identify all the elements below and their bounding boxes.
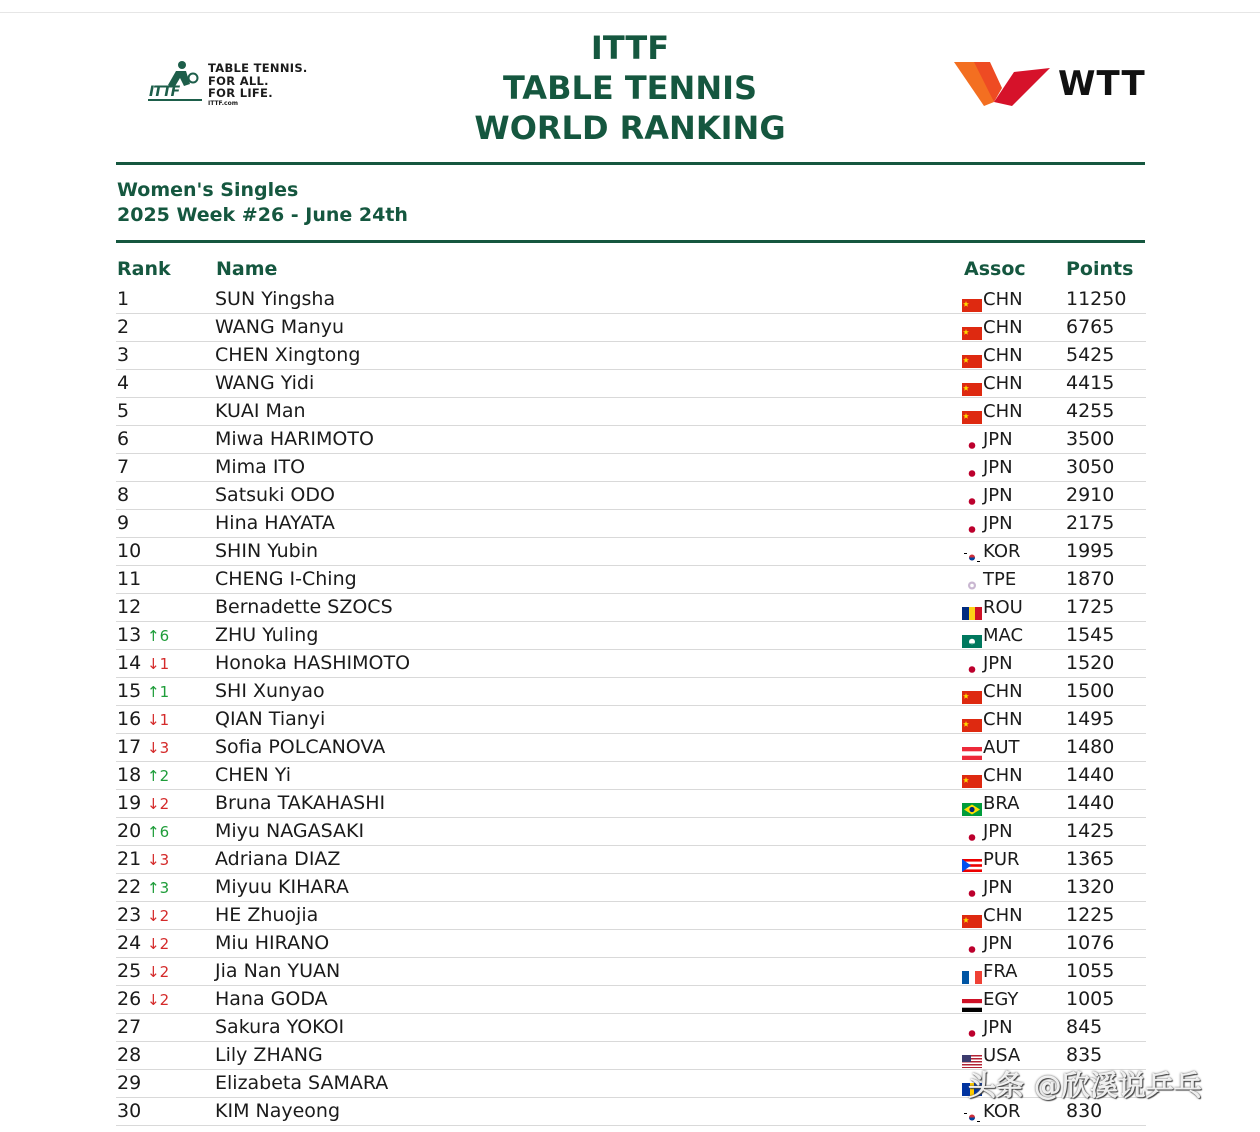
assoc-code: KOR xyxy=(983,541,1021,562)
assoc-code: CHN xyxy=(983,345,1023,366)
assoc-code: JPN xyxy=(983,933,1013,954)
assoc-flag xyxy=(962,993,982,1006)
rank-cell: 2 xyxy=(117,316,130,338)
points-cell: 1500 xyxy=(1066,680,1115,702)
assoc-flag xyxy=(962,909,982,922)
table-row xyxy=(116,482,1146,510)
flag-chn-icon xyxy=(962,327,982,340)
rank-change: ↑2 xyxy=(147,767,170,785)
flag-jpn-icon xyxy=(962,663,982,676)
subtitle xyxy=(117,178,408,228)
header-divider xyxy=(116,162,1145,165)
player-name: QIAN Tianyi xyxy=(215,708,326,730)
table-row xyxy=(116,622,1146,650)
player-name: Mima ITO xyxy=(215,456,306,478)
assoc-flag xyxy=(962,321,982,334)
assoc-flag xyxy=(962,517,982,530)
rank-cell: 25 xyxy=(117,960,142,982)
rank-cell: 14 xyxy=(117,652,142,674)
assoc-flag xyxy=(962,433,982,446)
table-row xyxy=(116,846,1146,874)
flag-tpe-icon xyxy=(962,579,982,592)
player-name: SHI Xunyao xyxy=(215,680,325,702)
table-row xyxy=(116,538,1146,566)
rank-cell: 27 xyxy=(117,1016,142,1038)
flag-jpn-icon xyxy=(962,467,982,480)
points-cell: 1425 xyxy=(1066,820,1115,842)
player-name: SUN Yingsha xyxy=(215,288,336,310)
table-row xyxy=(116,734,1146,762)
rank-change: ↑3 xyxy=(147,879,170,897)
player-name: Miu HIRANO xyxy=(215,932,330,954)
points-cell: 2910 xyxy=(1066,484,1115,506)
assoc-code: AUT xyxy=(983,737,1020,758)
points-cell: 3050 xyxy=(1066,456,1115,478)
rank-cell: 15 xyxy=(117,680,142,702)
flag-chn-icon xyxy=(962,299,982,312)
page-title xyxy=(330,28,930,148)
assoc-flag xyxy=(962,545,982,558)
table-row xyxy=(116,342,1146,370)
rank-change: ↑6 xyxy=(147,823,170,841)
flag-egy-icon xyxy=(962,999,982,1012)
player-name: Hana GODA xyxy=(215,988,328,1010)
table-row xyxy=(116,762,1146,790)
category-label: Women's Singles xyxy=(117,179,299,201)
assoc-code: JPN xyxy=(983,821,1013,842)
flag-jpn-icon xyxy=(962,495,982,508)
wtt-w-mark-icon xyxy=(954,58,1054,108)
rank-cell: 5 xyxy=(117,400,130,422)
rank-cell: 9 xyxy=(117,512,130,534)
table-row xyxy=(116,426,1146,454)
table-row xyxy=(116,286,1146,314)
player-name: CHEN Yi xyxy=(215,764,292,786)
assoc-code: CHN xyxy=(983,905,1023,926)
player-name: Satsuki ODO xyxy=(215,484,335,506)
points-cell: 835 xyxy=(1066,1044,1103,1066)
flag-mac-icon xyxy=(962,635,982,648)
assoc-code: CHN xyxy=(983,289,1023,310)
table-row xyxy=(116,958,1146,986)
assoc-code: JPN xyxy=(983,1017,1013,1038)
rank-change: ↑1 xyxy=(147,683,170,701)
points-cell: 1076 xyxy=(1066,932,1115,954)
table-row xyxy=(116,902,1146,930)
points-cell: 1365 xyxy=(1066,848,1115,870)
col-points: Points xyxy=(1066,258,1134,280)
rank-cell: 17 xyxy=(117,736,142,758)
table-row xyxy=(116,314,1146,342)
wtt-logo xyxy=(954,58,1154,108)
points-cell: 2175 xyxy=(1066,512,1115,534)
rank-change: ↓1 xyxy=(147,711,170,729)
rank-change: ↓2 xyxy=(147,907,170,925)
rank-change: ↓3 xyxy=(147,851,170,869)
title-line: ITTF xyxy=(590,29,670,67)
title-line: TABLE TENNIS xyxy=(502,69,758,107)
assoc-flag xyxy=(962,349,982,362)
flag-chn-icon xyxy=(962,915,982,928)
col-assoc: Assoc xyxy=(964,258,1026,280)
player-name: Sofia POLCANOVA xyxy=(215,736,386,758)
table-row xyxy=(116,566,1146,594)
points-cell: 1495 xyxy=(1066,708,1115,730)
rank-change: ↓1 xyxy=(147,655,170,673)
assoc-flag xyxy=(962,1049,982,1062)
points-cell: 1440 xyxy=(1066,764,1115,786)
flag-jpn-icon xyxy=(962,943,982,956)
points-cell: 1055 xyxy=(1066,960,1115,982)
points-cell: 830 xyxy=(1066,1100,1103,1122)
rank-cell: 8 xyxy=(117,484,130,506)
assoc-flag xyxy=(962,601,982,614)
assoc-flag xyxy=(962,881,982,894)
rank-change: ↓2 xyxy=(147,963,170,981)
assoc-flag xyxy=(962,1105,982,1118)
player-name: Bruna TAKAHASHI xyxy=(215,792,386,814)
points-cell: 1005 xyxy=(1066,988,1115,1010)
player-name: Elizabeta SAMARA xyxy=(215,1072,389,1094)
assoc-flag xyxy=(962,293,982,306)
flag-jpn-icon xyxy=(962,1027,982,1040)
flag-chn-icon xyxy=(962,355,982,368)
assoc-code: PUR xyxy=(983,849,1020,870)
ittf-tagline xyxy=(208,62,308,108)
flag-pur-icon xyxy=(962,859,982,872)
ittf-logo xyxy=(146,58,346,110)
player-name: Lily ZHANG xyxy=(215,1044,323,1066)
flag-kor-icon xyxy=(962,551,982,564)
table-row xyxy=(116,398,1146,426)
assoc-code: JPN xyxy=(983,877,1013,898)
table-row xyxy=(116,874,1146,902)
assoc-flag xyxy=(962,965,982,978)
flag-jpn-icon xyxy=(962,831,982,844)
assoc-flag xyxy=(962,853,982,866)
watermark: 头条 @欣溪说乒乓 xyxy=(968,1069,1202,1102)
table-row xyxy=(116,986,1146,1014)
col-rank: Rank xyxy=(117,258,171,280)
assoc-code: JPN xyxy=(983,513,1013,534)
assoc-code: CHN xyxy=(983,317,1023,338)
player-name: Sakura YOKOI xyxy=(215,1016,345,1038)
assoc-flag xyxy=(962,657,982,670)
assoc-code: FRA xyxy=(983,961,1018,982)
rank-cell: 10 xyxy=(117,540,142,562)
flag-chn-icon xyxy=(962,691,982,704)
rank-cell: 28 xyxy=(117,1044,142,1066)
player-name: WANG Yidi xyxy=(215,372,315,394)
player-name: Miyuu KIHARA xyxy=(215,876,349,898)
flag-jpn-icon xyxy=(962,887,982,900)
assoc-code: CHN xyxy=(983,401,1023,422)
assoc-flag xyxy=(962,629,982,642)
assoc-code: EGY xyxy=(983,989,1019,1010)
points-cell: 11250 xyxy=(1066,288,1127,310)
table-row xyxy=(116,790,1146,818)
points-cell: 1725 xyxy=(1066,596,1115,618)
rank-cell: 24 xyxy=(117,932,142,954)
flag-fra-icon xyxy=(962,971,982,984)
assoc-flag xyxy=(962,405,982,418)
flag-bra-icon xyxy=(962,803,982,816)
ittf-tagline-line: TABLE TENNIS. xyxy=(208,61,308,75)
points-cell: 1320 xyxy=(1066,876,1115,898)
table-row xyxy=(116,370,1146,398)
player-name: Bernadette SZOCS xyxy=(215,596,393,618)
wtt-wordmark: WTT xyxy=(1058,64,1146,104)
rank-cell: 6 xyxy=(117,428,130,450)
table-row xyxy=(116,594,1146,622)
rank-cell: 13 xyxy=(117,624,142,646)
subtitle-divider xyxy=(116,240,1145,243)
assoc-code: ROU xyxy=(983,597,1023,618)
assoc-code: JPN xyxy=(983,429,1013,450)
points-cell: 1995 xyxy=(1066,540,1115,562)
assoc-flag xyxy=(962,377,982,390)
rank-cell: 16 xyxy=(117,708,142,730)
rank-cell: 12 xyxy=(117,596,142,618)
title-line: WORLD RANKING xyxy=(474,109,786,147)
assoc-code: CHN xyxy=(983,765,1023,786)
ittf-wordmark: ITTF xyxy=(149,84,180,100)
assoc-code: JPN xyxy=(983,485,1013,506)
flag-rou-icon xyxy=(962,607,982,620)
flag-chn-icon xyxy=(962,719,982,732)
points-cell: 4415 xyxy=(1066,372,1115,394)
top-divider xyxy=(0,12,1260,13)
flag-jpn-icon xyxy=(962,523,982,536)
player-name: Miwa HARIMOTO xyxy=(215,428,374,450)
points-cell: 1520 xyxy=(1066,652,1115,674)
week-label: 2025 Week #26 - June 24th xyxy=(117,204,408,226)
points-cell: 1225 xyxy=(1066,904,1115,926)
points-cell: 6765 xyxy=(1066,316,1115,338)
assoc-code: CHN xyxy=(983,373,1023,394)
rank-cell: 21 xyxy=(117,848,142,870)
assoc-flag xyxy=(962,797,982,810)
assoc-code: JPN xyxy=(983,457,1013,478)
rank-cell: 3 xyxy=(117,344,130,366)
ittf-player-icon xyxy=(146,58,206,108)
points-cell: 1545 xyxy=(1066,624,1115,646)
assoc-flag xyxy=(962,685,982,698)
player-name: Adriana DIAZ xyxy=(215,848,341,870)
table-row xyxy=(116,706,1146,734)
table-row xyxy=(116,678,1146,706)
assoc-code: JPN xyxy=(983,653,1013,674)
assoc-flag xyxy=(962,489,982,502)
rank-cell: 1 xyxy=(117,288,130,310)
table-header xyxy=(116,258,1145,284)
player-name: KUAI Man xyxy=(215,400,306,422)
points-cell: 5425 xyxy=(1066,344,1115,366)
points-cell: 1480 xyxy=(1066,736,1115,758)
table-row xyxy=(116,650,1146,678)
player-name: Hina HAYATA xyxy=(215,512,335,534)
points-cell: 3500 xyxy=(1066,428,1115,450)
ittf-tagline-line: FOR LIFE. xyxy=(208,86,273,100)
ranking-table xyxy=(116,286,1146,1126)
assoc-code: USA xyxy=(983,1045,1021,1066)
player-name: ZHU Yuling xyxy=(215,624,319,646)
table-row xyxy=(116,510,1146,538)
assoc-flag xyxy=(962,573,982,586)
rank-cell: 7 xyxy=(117,456,130,478)
assoc-code: KOR xyxy=(983,1101,1021,1122)
rank-change: ↑6 xyxy=(147,627,170,645)
flag-chn-icon xyxy=(962,383,982,396)
assoc-flag xyxy=(962,937,982,950)
points-cell: 1440 xyxy=(1066,792,1115,814)
assoc-flag xyxy=(962,713,982,726)
points-cell: 4255 xyxy=(1066,400,1115,422)
player-name: CHEN Xingtong xyxy=(215,344,361,366)
rank-change: ↓3 xyxy=(147,739,170,757)
col-name: Name xyxy=(216,258,278,280)
table-row xyxy=(116,930,1146,958)
flag-chn-icon xyxy=(962,775,982,788)
player-name: Miyu NAGASAKI xyxy=(215,820,365,842)
rank-change: ↓2 xyxy=(147,795,170,813)
assoc-flag xyxy=(962,461,982,474)
assoc-flag xyxy=(962,741,982,754)
rank-cell: 20 xyxy=(117,820,142,842)
points-cell: 845 xyxy=(1066,1016,1103,1038)
rank-cell: 29 xyxy=(117,1072,142,1094)
assoc-code: CHN xyxy=(983,709,1023,730)
rank-cell: 18 xyxy=(117,764,142,786)
player-name: CHENG I-Ching xyxy=(215,568,357,590)
flag-aut-icon xyxy=(962,747,982,760)
points-cell: 1870 xyxy=(1066,568,1115,590)
rank-cell: 4 xyxy=(117,372,130,394)
assoc-code: MAC xyxy=(983,625,1024,646)
rank-change: ↓2 xyxy=(147,935,170,953)
player-name: Jia Nan YUAN xyxy=(215,960,341,982)
player-name: HE Zhuojia xyxy=(215,904,319,926)
rank-change: ↓2 xyxy=(147,991,170,1009)
assoc-flag xyxy=(962,1021,982,1034)
rank-cell: 23 xyxy=(117,904,142,926)
flag-jpn-icon xyxy=(962,439,982,452)
player-name: Honoka HASHIMOTO xyxy=(215,652,411,674)
assoc-flag xyxy=(962,825,982,838)
assoc-code: CHN xyxy=(983,681,1023,702)
assoc-code: BRA xyxy=(983,793,1020,814)
flag-kor-icon xyxy=(962,1111,982,1124)
rank-cell: 26 xyxy=(117,988,142,1010)
ittf-tagline-line: FOR ALL. xyxy=(208,73,269,88)
flag-chn-icon xyxy=(962,411,982,424)
rank-cell: 30 xyxy=(117,1100,142,1122)
player-name: SHIN Yubin xyxy=(215,540,319,562)
table-row xyxy=(116,818,1146,846)
rank-cell: 11 xyxy=(117,568,142,590)
rank-cell: 22 xyxy=(117,876,142,898)
player-name: KIM Nayeong xyxy=(215,1100,341,1122)
ittf-url: ITTF.com xyxy=(208,99,238,107)
rank-cell: 19 xyxy=(117,792,142,814)
assoc-code: TPE xyxy=(983,569,1017,590)
assoc-flag xyxy=(962,769,982,782)
table-row xyxy=(116,1014,1146,1042)
table-row xyxy=(116,454,1146,482)
player-name: WANG Manyu xyxy=(215,316,345,338)
